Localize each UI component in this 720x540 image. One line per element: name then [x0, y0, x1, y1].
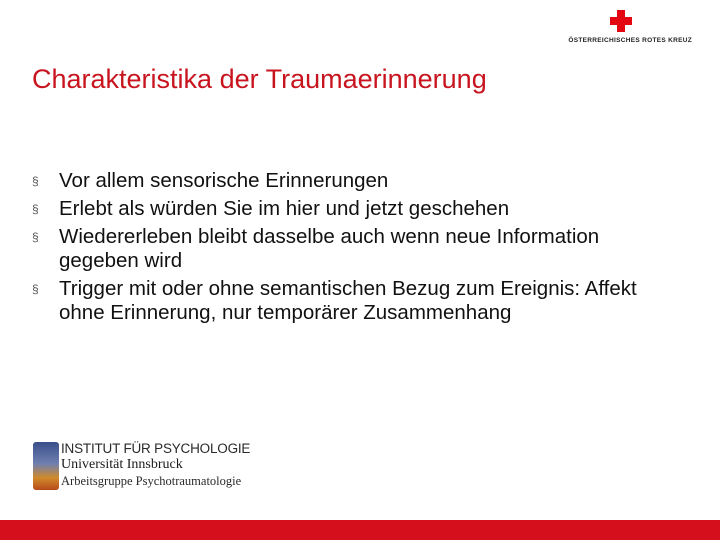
bullet-item [32, 197, 672, 221]
bullet-item [32, 225, 672, 273]
working-group-name: Arbeitsgruppe Psychotraumatologie [61, 474, 242, 488]
bullet-icon: § [32, 282, 39, 296]
bullet-list [32, 169, 672, 329]
university-seal-icon [33, 442, 59, 490]
bullet-icon: § [32, 174, 39, 188]
bullet-icon: § [32, 230, 39, 244]
org-name: ÖSTERREICHISCHES ROTES KREUZ [568, 37, 692, 44]
bullet-icon: § [32, 202, 39, 216]
red-cross-icon [610, 10, 632, 32]
bullet-item [32, 277, 672, 325]
bullet-text: Trigger mit oder ohne semantischen Bezug zum Ereignis: Affekt ohne Erinnerung, nur temporärer Zusammenhang [59, 277, 637, 324]
bullet-item [32, 169, 672, 193]
university-name: Universität Innsbruck [61, 457, 183, 472]
bullet-text: Erlebt als würden Sie im hier und jetzt geschehen [59, 197, 510, 220]
bullet-text: Vor allem sensorische Erinnerungen [59, 169, 389, 192]
red-cross-logo [552, 10, 692, 44]
bullet-text: Wiedererleben bleibt dasselbe auch wenn neue Information gegeben wird [59, 225, 600, 272]
institute-name: INSTITUT FÜR PSYCHOLOGIE [61, 441, 251, 456]
footer-bar [0, 520, 720, 540]
institute-logo [33, 441, 251, 494]
slide-title: Charakteristika der Traumaerinnerung [32, 64, 487, 94]
